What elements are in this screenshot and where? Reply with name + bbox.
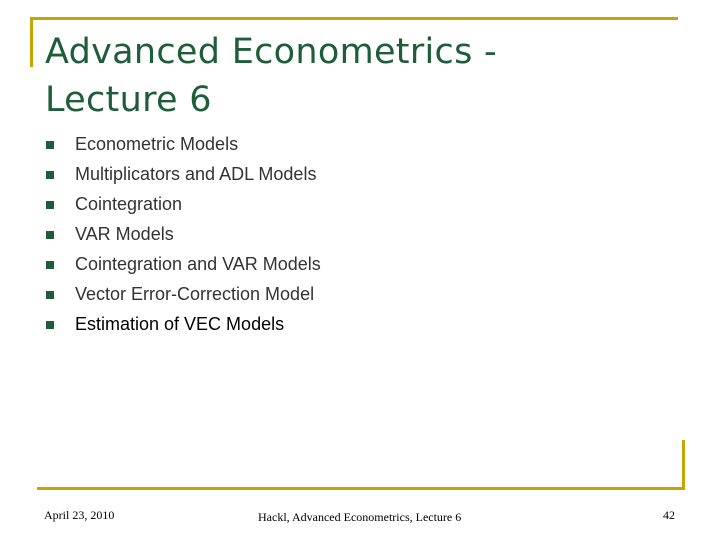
footer-author: Hackl, Advanced Econometrics, Lecture 6: [258, 510, 462, 524]
slide-title: [45, 28, 497, 124]
bullet-text: Cointegration and VAR Models: [75, 253, 321, 274]
square-bullet-icon: [46, 261, 54, 269]
square-bullet-icon: [46, 321, 54, 329]
frame-right-line: [682, 440, 685, 490]
square-bullet-icon: [46, 291, 54, 299]
title-line-2: Lecture 6: [45, 80, 212, 120]
bullet-item: [46, 249, 321, 279]
bullet-item: [46, 129, 321, 159]
footer-date: April 23, 2010: [44, 508, 115, 522]
frame-bottom-line: [37, 487, 685, 490]
bullet-text: Estimation of VEC Models: [75, 313, 285, 334]
title-line-1: Advanced Econometrics -: [45, 32, 497, 72]
bullet-item: [46, 159, 321, 189]
bullet-text: Cointegration: [75, 193, 183, 214]
bullet-text: Econometric Models: [75, 133, 239, 154]
bullet-item: [46, 279, 321, 309]
frame-top-line: [30, 17, 678, 20]
frame-left-line: [30, 17, 33, 67]
bullet-item: [46, 309, 321, 339]
square-bullet-icon: [46, 171, 54, 179]
square-bullet-icon: [46, 231, 54, 239]
bullet-text: VAR Models: [75, 223, 174, 244]
bullet-item: [46, 189, 321, 219]
bullet-text: Vector Error-Correction Model: [75, 283, 315, 304]
bullet-text: Multiplicators and ADL Models: [75, 163, 317, 184]
bullet-list: [46, 129, 321, 339]
square-bullet-icon: [46, 201, 54, 209]
square-bullet-icon: [46, 141, 54, 149]
bullet-item: [46, 219, 321, 249]
page-number: 42: [663, 508, 675, 522]
